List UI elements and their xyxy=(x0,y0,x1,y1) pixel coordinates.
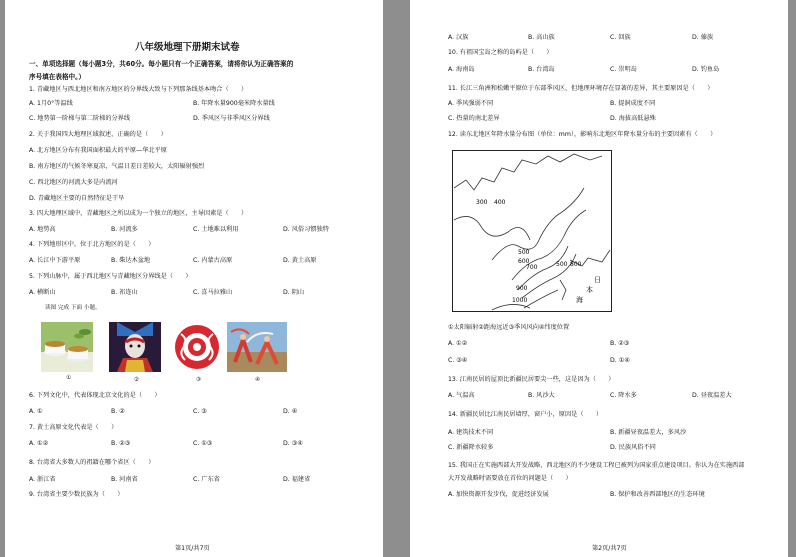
map-label-400: 400 xyxy=(494,199,506,206)
q9-option-c[interactable]: C. 回族 xyxy=(610,34,631,41)
map-label-300: 300 xyxy=(476,199,488,206)
q14-option-c[interactable]: C. 新疆降水较多 xyxy=(448,444,494,451)
q10-option-b[interactable]: B. 台湾岛 xyxy=(528,66,555,73)
map-label-700: 700 xyxy=(526,264,538,271)
map-label-800: 800 xyxy=(570,261,582,268)
q5-option-d[interactable]: D. 阴山 xyxy=(283,289,305,296)
question-7: 7. 黄土高原文化代表是（ ） xyxy=(29,424,118,431)
picture-label-4: ④ xyxy=(255,377,261,383)
q4-option-d[interactable]: D. 黄土高原 xyxy=(283,257,317,264)
q12-option-c[interactable]: C. ③④ xyxy=(448,357,468,364)
q12-option-b[interactable]: B. ②③ xyxy=(610,340,630,347)
q1-option-c[interactable]: C. 地势第一阶梯与第二阶梯的分界线 xyxy=(29,115,131,122)
q14-option-b[interactable]: B. 新疆昼夜温差大，多风沙 xyxy=(610,429,687,436)
map-label-hai: 海 xyxy=(576,296,583,304)
reading-instruction: 读图 完成 下面 小题。 xyxy=(45,305,101,311)
q4-option-c[interactable]: C. 内蒙古高原 xyxy=(193,257,233,264)
q11-option-c[interactable]: C. 热量的南北差异 xyxy=(448,115,500,122)
q8-option-b[interactable]: B. 河南省 xyxy=(111,476,138,483)
question-4: 4. 下列地形区中，位于北方地区的是（ ） xyxy=(29,241,155,248)
q12-option-a[interactable]: A. ①② xyxy=(448,340,468,347)
exam-title: 八年级地理下册期末试卷 xyxy=(135,42,240,53)
map-label-900: 900 xyxy=(516,285,528,292)
map-label-ben: 本 xyxy=(586,286,593,294)
exam-page-2 xyxy=(410,0,788,557)
q1-option-a[interactable]: A. 1月0°等温线 xyxy=(29,100,73,107)
q7-option-c[interactable]: C. ①③ xyxy=(193,440,213,447)
picture-label-2: ② xyxy=(134,377,140,383)
q7-option-a[interactable]: A. ①② xyxy=(29,440,49,447)
q13-option-b[interactable]: B. 风沙大 xyxy=(528,392,555,399)
q1-option-b[interactable]: B. 年降水量900毫米降水量线 xyxy=(193,100,275,107)
q8-option-c[interactable]: C. 广东省 xyxy=(193,476,220,483)
q4-option-b[interactable]: B. 柴达木盆地 xyxy=(111,257,151,264)
exam-page-1 xyxy=(5,0,383,557)
q6-option-d[interactable]: D. ④ xyxy=(283,408,298,415)
q2-option-c[interactable]: C. 西北地区的河流大多是内流河 xyxy=(29,179,118,186)
precipitation-map xyxy=(452,150,612,312)
question-6: 6. 下列文化中，代表体现北京文化的是（ ） xyxy=(29,392,161,399)
question-15-cont: 大开发战略时需要放在首位的问题是（ ） xyxy=(448,475,572,482)
map-label-1000: 1000 xyxy=(512,297,528,304)
section1-heading-cont: 序号填在表格中。） xyxy=(29,73,86,81)
q11-option-d[interactable]: D. 海拔高低悬殊 xyxy=(610,115,656,122)
q10-option-a[interactable]: A. 海南岛 xyxy=(448,66,475,73)
question-3: 3. 四大地理区域中，青藏地区之所以成为一个独立的地区，主导因素是（ ） xyxy=(29,210,248,217)
q5-option-b[interactable]: B. 祁连山 xyxy=(111,289,138,296)
q3-option-c[interactable]: C. 土地难以利用 xyxy=(193,226,239,233)
question-12: 12. 读东北地区年降水量分布图（单位：mm），影响东北地区年降水量分布的主要因素有（ ） xyxy=(448,131,717,138)
q5-option-c[interactable]: C. 喜马拉雅山 xyxy=(193,289,233,296)
q3-option-d[interactable]: D. 风俗习惯独特 xyxy=(283,226,329,233)
q9-option-b[interactable]: B. 高山族 xyxy=(528,34,555,41)
q2-option-d[interactable]: D. 青藏地区主要的自然特征是干旱 xyxy=(29,195,125,202)
q10-option-d[interactable]: D. 钓鱼岛 xyxy=(692,66,720,73)
q8-option-d[interactable]: D. 福建省 xyxy=(283,476,311,483)
q2-option-a[interactable]: A. 北方地区分布有我国面积最大的平原—华北平原 xyxy=(29,147,167,154)
q13-option-a[interactable]: A. 气温高 xyxy=(448,392,475,399)
waist-drum-dance-image xyxy=(227,322,287,372)
q10-option-c[interactable]: C. 崇明岛 xyxy=(610,66,637,73)
question-5: 5. 下列山脉中，属于西北地区与青藏地区分界线是（ ） xyxy=(29,273,192,280)
q12-factors: ①太阳辐射②距海远近③季风风向④纬度位置 xyxy=(448,324,570,331)
map-label-500b: 500 xyxy=(556,261,568,268)
map-label-500: 500 xyxy=(518,249,530,256)
q11-option-b[interactable]: B. 提洞成度不同 xyxy=(610,100,656,107)
page-footer: 第1页/共7页 xyxy=(175,545,210,552)
q11-option-a[interactable]: A. 季风强弱不同 xyxy=(448,100,494,107)
picture-label-1: ① xyxy=(66,375,72,381)
question-10: 10. 有祖国宝岛之称的岛屿是（ ） xyxy=(448,49,553,56)
q9-option-a[interactable]: A. 汉族 xyxy=(448,34,469,41)
q9-option-d[interactable]: D. 傣族 xyxy=(692,34,714,41)
opera-mask-image xyxy=(109,322,161,372)
picture-label-3: ③ xyxy=(196,377,202,383)
map-label-600: 600 xyxy=(518,258,530,265)
question-2: 2. 关于我国四大地理区域叙述，正确的是（ ） xyxy=(29,131,167,138)
q4-option-a[interactable]: A. 长江中下游平原 xyxy=(29,257,81,264)
q15-option-b[interactable]: B. 保护和改善西部地区的生态环境 xyxy=(610,491,705,498)
question-13: 13. 江南民居的屋顶比新疆民居要尖一些，这是因为（ ） xyxy=(448,376,615,383)
q13-option-d[interactable]: D. 昼夜温差大 xyxy=(692,392,732,399)
q1-option-d[interactable]: D. 季风区与非季风区分界线 xyxy=(193,115,270,122)
q14-option-a[interactable]: A. 建筑技术不同 xyxy=(448,429,494,436)
question-8: 8. 台湾省大多数人的祖籍在哪个省区（ ） xyxy=(29,459,155,466)
question-14: 14. 新疆民居比江南民居墙厚，窗户小，原因是（ ） xyxy=(448,411,603,418)
q6-option-c[interactable]: C. ③ xyxy=(193,408,207,415)
q6-option-b[interactable]: B. ② xyxy=(111,408,125,415)
question-9: 9. 台湾省主要少数民族为（ ） xyxy=(29,491,124,498)
q13-option-c[interactable]: C. 降水多 xyxy=(610,392,637,399)
q3-option-b[interactable]: B. 河流多 xyxy=(111,226,138,233)
q14-option-d[interactable]: D. 民族风俗不同 xyxy=(610,444,656,451)
map-label-ri: 日 xyxy=(594,276,601,284)
papercut-image xyxy=(171,322,223,372)
q15-option-a[interactable]: A. 加快资源开发步伐，促进经济发展 xyxy=(448,491,549,498)
page-footer: 第2页/共7页 xyxy=(592,545,627,552)
tea-cups-image xyxy=(41,322,93,372)
q12-option-d[interactable]: D. ①④ xyxy=(610,357,630,364)
q6-option-a[interactable]: A. ① xyxy=(29,408,43,415)
q2-option-b[interactable]: B. 南方地区的气候冬寒夏凉，气温日差日差较大，太阳辐射强烈 xyxy=(29,163,205,170)
q3-option-a[interactable]: A. 地势高 xyxy=(29,226,56,233)
q7-option-d[interactable]: D. ③④ xyxy=(283,440,303,447)
question-1: 1. 青藏地区与西北地区和南方地区的分界线大致与下列那条线基本吻合（ ） xyxy=(29,86,248,93)
section1-heading: 一、单项选择题（每小题3分，共60分。每小题只有一个正确答案，请将你认为正确答案的 xyxy=(29,60,294,68)
q5-option-a[interactable]: A. 横断山 xyxy=(29,289,56,296)
question-11: 11. 长江三角洲和松嫩平原位于东部季风区，但地理环境存在显著的差异，其主要原因是（ ） xyxy=(448,85,714,92)
question-15: 15. 我国正在实施西部大开发战略，西北地区的不少建设工程已被列为国家重点建设项目。你认为在实施西部 xyxy=(448,462,745,469)
q8-option-a[interactable]: A. 浙江省 xyxy=(29,476,56,483)
q7-option-b[interactable]: B. ②③ xyxy=(111,440,131,447)
